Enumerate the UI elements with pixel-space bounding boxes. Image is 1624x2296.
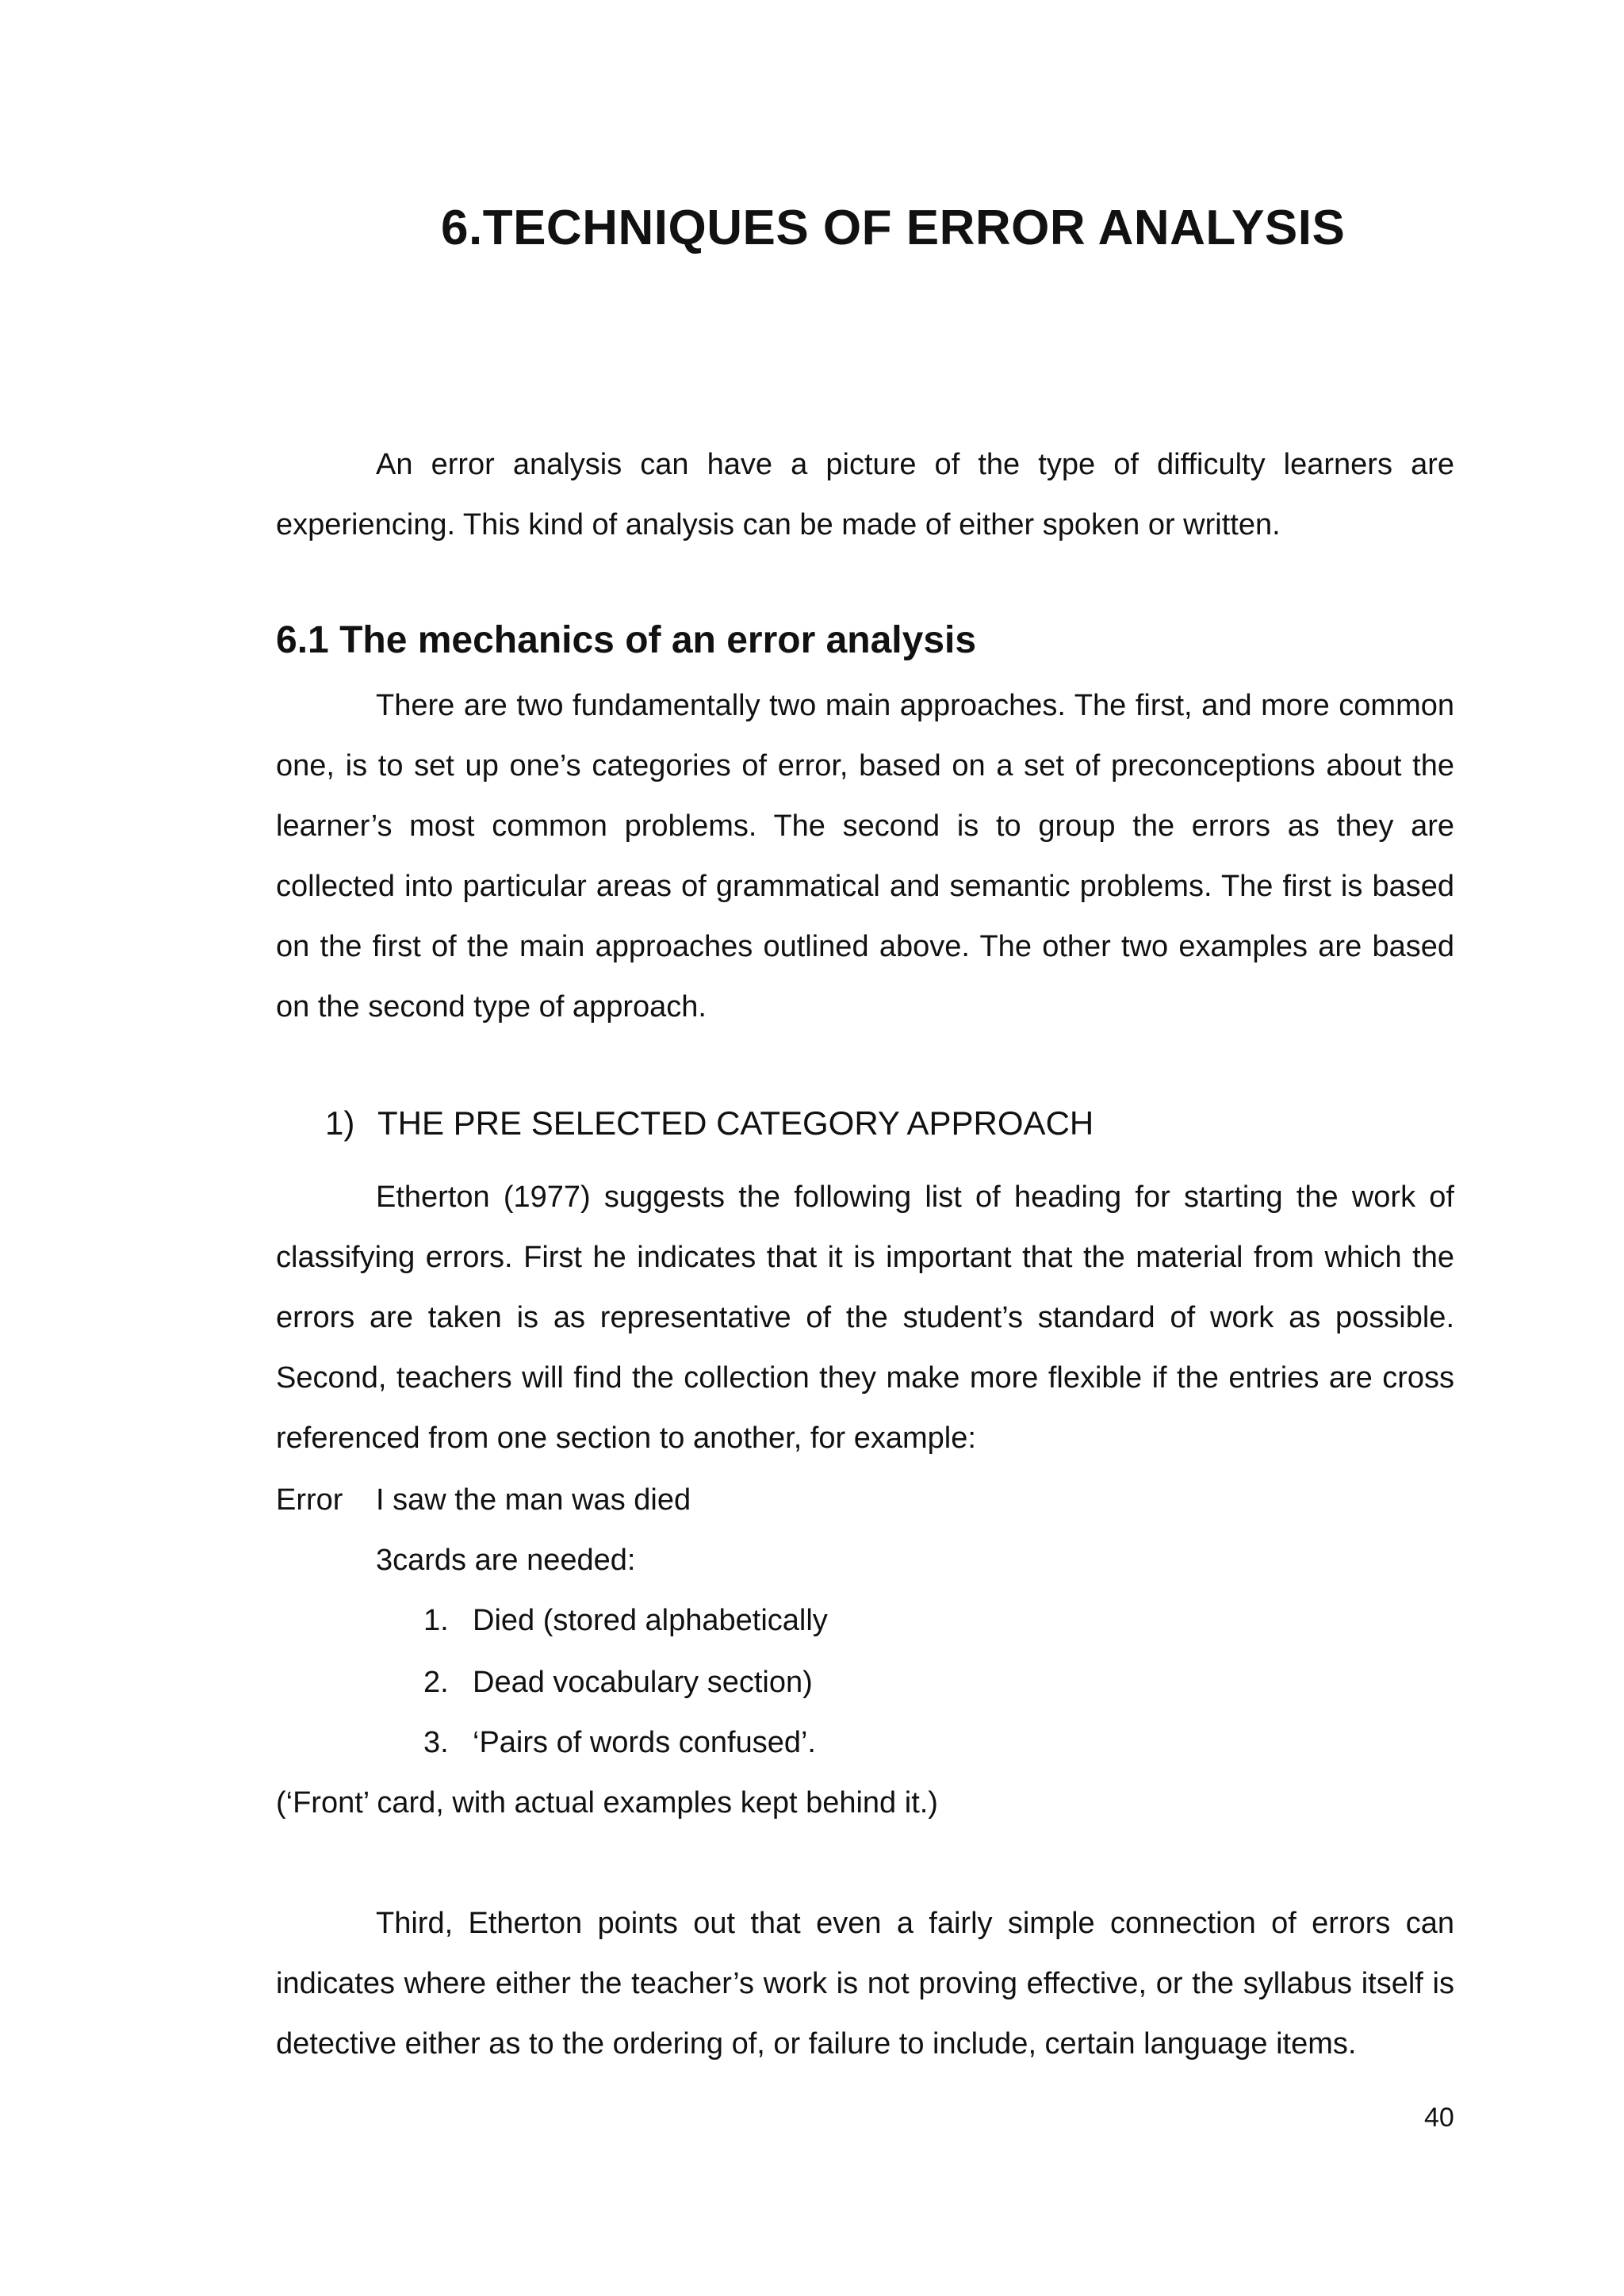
subsection-heading [325, 1104, 1094, 1142]
example-sentence: I saw the man was died [376, 1483, 691, 1517]
list-item-text: Dead vocabulary section) [473, 1666, 813, 1699]
example-label: Error [276, 1483, 343, 1517]
list-item-text: Died (stored alphabetically [473, 1604, 828, 1637]
list-item-number: 2. [423, 1666, 449, 1699]
chapter-title: 6.TECHNIQUES OF ERROR ANALYSIS [441, 201, 1346, 255]
cards-needed-line: 3cards are needed: [376, 1544, 636, 1577]
list-item [423, 1652, 813, 1712]
mechanics-paragraph: There are two fundamentally two main approaches. The first, and more common one, is to set up one’s categories of error, based on a set of preconceptions about the learner’s most common problems. The second is to group the errors as they are collected into particular areas of grammatical and semantic problems. The first is based on the first of the main approaches outlined above. The other two examples are based on the second type of approach. [276, 689, 1454, 1024]
subsection-title: THE PRE SELECTED CATEGORY APPROACH [377, 1104, 1094, 1142]
list-item [423, 1590, 828, 1651]
page-number: 40 [1424, 2103, 1454, 2133]
etherton-paragraph: Etherton (1977) suggests the following list of heading for starting the work of classifying errors. First he indicates that it is important that the material from which the errors are taken is as representative of the student’s standard of work as possible. Second, teachers will find the collection they make more flexible if the entries are cross referenced from one section to another, for example: [276, 1181, 1454, 1455]
list-item-number: 3. [423, 1726, 449, 1759]
third-paragraph: Third, Etherton points out that even a fairly simple connection of errors can indicates where either the teacher’s work is not proving effective, or the syllabus itself is detective either as to the ordering of, or failure to include, certain language items. [276, 1907, 1454, 2061]
front-card-note: (‘Front’ card, with actual examples kept behind it.) [276, 1786, 938, 1820]
list-item-number: 1. [423, 1604, 449, 1637]
section-heading: 6.1 The mechanics of an error analysis [276, 619, 977, 661]
intro-paragraph: An error analysis can have a picture of the type of difficulty learners are experiencing. This kind of analysis can be made of either spoken or written. [276, 448, 1454, 541]
list-item [423, 1712, 816, 1773]
subsection-number: 1) [325, 1104, 355, 1142]
list-item-text: ‘Pairs of words confused’. [473, 1726, 816, 1759]
